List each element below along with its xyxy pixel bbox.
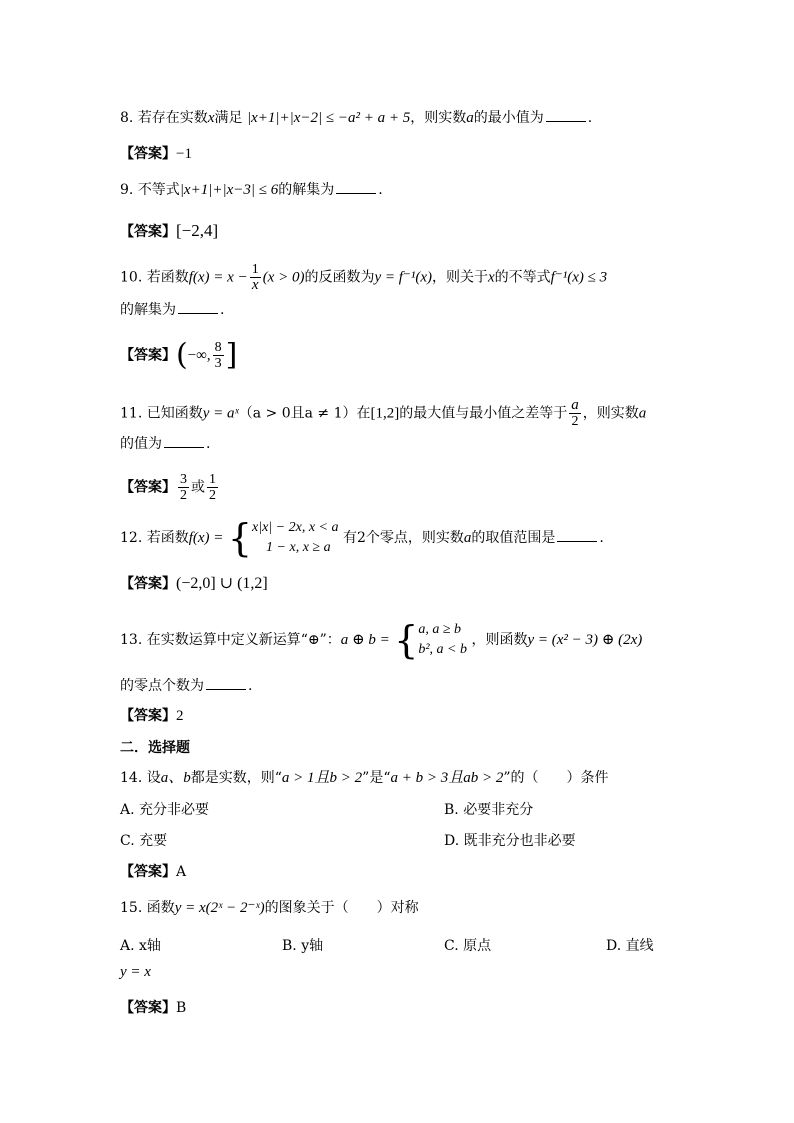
fraction: $\frac{1}{2}$ — [209, 472, 216, 503]
answer-12: 【答案】(−2,0] ∪ (1,2] — [120, 575, 268, 592]
fraction: $\frac{a}{2}$ — [571, 397, 579, 429]
question-10: 10. 若函数f(x) = x − $\frac{1}{x}$ (x > 0)的反函数为y = f⁻¹(x)，则关于x的不等式f⁻¹(x) ≤ 3 — [120, 262, 608, 293]
piecewise-function: { x|x| − 2x, x < a 1 − x, x ≥ a — [227, 516, 339, 560]
answer-blank — [557, 529, 597, 542]
question-12: 12. 若函数f(x) = { x|x| − 2x, x < a 1 − x, x ≥ a 有2个零点，则实数a的取值范围是 . — [120, 516, 604, 560]
question-10-line2: 的解集为 . — [120, 302, 225, 318]
option-b: B. 必要非充分 — [444, 802, 534, 818]
fraction: $\frac{8}{3}$ — [214, 340, 222, 371]
question-9: 9. 不等式|x+1|+|x−3| ≤ 6的解集为 . — [120, 182, 383, 198]
answer-8: 【答案】−1 — [120, 146, 192, 162]
piecewise-operation: { a, a ≥ b b², a < b — [394, 618, 468, 662]
answer-blank — [206, 677, 246, 690]
question-13: 13. 在实数运算中定义新运算“⊕”：a ⊕ b = { a, a ≥ b b², a < b ，则函数y = (x² − 3) ⊕ (2x) — [120, 618, 643, 662]
answer-14: 【答案】A — [120, 864, 187, 880]
option-b: B. y轴 — [282, 938, 324, 954]
q8-expression: |x+1|+|x−2| ≤ −a² + a + 5 — [246, 110, 411, 126]
option-c: C. 原点 — [444, 938, 492, 954]
answer-blank — [164, 435, 204, 448]
option-d-continued: y = x — [120, 964, 151, 980]
option-a: A. 充分非必要 — [120, 802, 210, 818]
fraction: $\frac{3}{2}$ — [180, 472, 187, 503]
question-11: 11. 已知函数y = aˣ（a > 0且a ≠ 1）在[1,2]的最大值与最小值之差等于 $\frac{a}{2}$ ，则实数a — [120, 397, 647, 429]
answer-blank — [546, 109, 586, 122]
answer-9: 【答案】[−2,4] — [120, 221, 219, 240]
section-title: 二．选择题 — [120, 740, 190, 756]
option-c: C. 充要 — [120, 833, 168, 849]
answer-13: 【答案】2 — [120, 708, 184, 724]
question-11-line2: 的值为 . — [120, 436, 211, 452]
option-d: D. 既非充分也非必要 — [444, 833, 576, 849]
question-14: 14. 设a、b都是实数，则“a > 1且b > 2”是“a + b > 3且ab > 2”的（ ）条件 — [120, 770, 609, 786]
fraction: $\frac{1}{x}$ — [251, 262, 259, 293]
answer-11: 【答案】 $\frac{3}{2}$ 或 $\frac{1}{2}$ — [120, 472, 216, 503]
answer-blank — [178, 301, 218, 314]
question-8: 8. 若存在实数x满足 |x+1|+|x−2| ≤ −a² + a + 5，则实数a的最小值为 . — [120, 110, 593, 126]
answer-15: 【答案】B — [120, 1000, 187, 1016]
option-a: A. x轴 — [120, 938, 161, 954]
answer-blank — [336, 181, 376, 194]
question-13-line2: 的零点个数为 . — [120, 678, 253, 694]
option-d: D. 直线 — [606, 938, 654, 954]
question-15: 15. 函数y = x(2ˣ − 2⁻ˣ)的图象关于（ ）对称 — [120, 900, 419, 916]
answer-10: 【答案】(−∞, $\frac{8}{3}$ ] — [120, 337, 238, 373]
